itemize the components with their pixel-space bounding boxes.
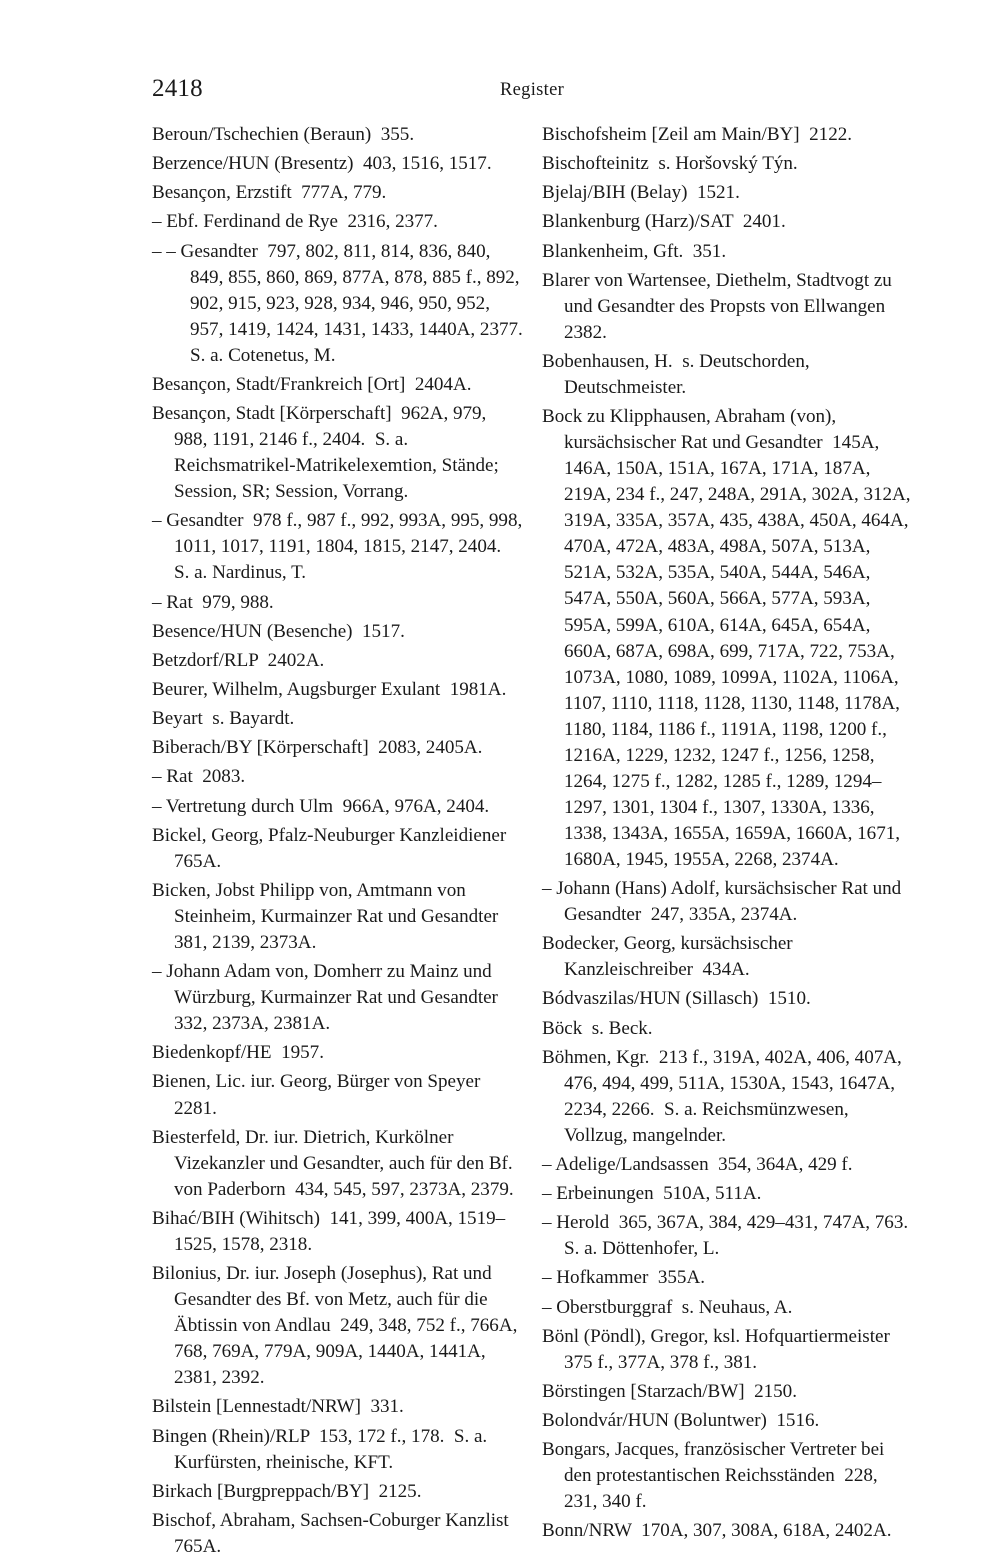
index-entry: – Vertretung durch Ulm 966A, 976A, 2404.: [152, 795, 490, 817]
index-entry: – Erbeinungen 510A, 511A.: [542, 1183, 762, 1205]
index-entry: Besence/HUN (Besenche) 1517.: [152, 620, 405, 642]
index-entry: – Johann Adam von, Domherr zu Mainz und Würzburg, Kurmainzer Rat und Gesandter 332, 2373A, 2381A.: [152, 961, 508, 1035]
index-entry: Bienen, Lic. iur. Georg, Bürger von Speyer 2281.: [152, 1071, 490, 1119]
index-entry: Beyart s. Bayardt.: [152, 708, 295, 730]
index-entry: Bönl (Pöndl), Gregor, ksl. Hofquartiermeister 375 f., 377A, 378 f., 381.: [542, 1325, 900, 1373]
index-entry: – Johann (Hans) Adolf, kursächsischer Rat und Gesandter 247, 335A, 2374A.: [542, 878, 906, 926]
index-column-right: [542, 122, 918, 1545]
index-entry: Bilonius, Dr. iur. Joseph (Josephus), Rat und Gesandter des Bf. von Metz, auch für die Äbtissin von Andlau 249, 348, 752 f., 766A, 768, 769A, 779A, 909A, 1440A, 1441A, 2381, 2392.: [152, 1263, 523, 1389]
index-entry: Bodecker, Georg, kursächsischer Kanzleischreiber 434A.: [542, 933, 798, 981]
page-number: 2418: [152, 75, 203, 102]
index-entry: Birkach [Burgpreppach/BY] 2125.: [152, 1480, 422, 1502]
index-entry: Börstingen [Starzach/BW] 2150.: [542, 1380, 797, 1402]
index-entry: Bongars, Jacques, französischer Vertreter bei den protestantischen Reichsständen 228, 231, 340 f.: [542, 1439, 890, 1513]
index-entry: – Oberstburggraf s. Neuhaus, A.: [542, 1296, 793, 1318]
index-entry: – Ebf. Ferdinand de Rye 2316, 2377.: [152, 211, 438, 233]
index-entry: Bolondvár/HUN (Boluntwer) 1516.: [542, 1410, 820, 1432]
index-entry: Biberach/BY [Körperschaft] 2083, 2405A.: [152, 737, 483, 759]
index-columns: [152, 122, 922, 1557]
index-entry: Biedenkopf/HE 1957.: [152, 1042, 324, 1064]
index-entry: Bischof, Abraham, Sachsen-Coburger Kanzlist 765A.: [152, 1509, 519, 1557]
index-entry: Böhmen, Kgr. 213 f., 319A, 402A, 406, 407A, 476, 494, 499, 511A, 1530A, 1543, 1647A, 2234, 2266. S. a. Reichsmünzwesen, Vollzug, mangelnder.: [542, 1046, 907, 1146]
index-entry: Bihać/BIH (Wihitsch) 141, 399, 400A, 1519–1525, 1578, 2318.: [152, 1207, 506, 1255]
index-entry: – Rat 979, 988.: [152, 591, 274, 613]
index-entry: Betzdorf/RLP 2402A.: [152, 649, 325, 671]
index-entry: Bjelaj/BIH (Belay) 1521.: [542, 182, 740, 204]
index-entry: Besançon, Erzstift 777A, 779.: [152, 182, 387, 204]
index-entry: Blarer von Wartensee, Diethelm, Stadtvogt zu und Gesandter des Propsts von Ellwangen 2382.: [542, 269, 897, 343]
index-entry: – Adelige/Landsassen 354, 364A, 429 f.: [542, 1154, 853, 1175]
index-entry: – – Gesandter 797, 802, 811, 814, 836, 840, 849, 855, 860, 869, 877A, 878, 885 f., 892, 902, 915, 923, 928, 934, 946, 950, 952, 957, 1419, 1424, 1431, 1433, 1440A, 2377. S. a. Cotenetus, M.: [152, 240, 533, 366]
index-entry: Bickel, Georg, Pfalz-Neuburger Kanzleidiener 765A.: [152, 824, 516, 872]
index-entry: Bonn/NRW 170A, 307, 308A, 618A, 2402A.: [542, 1520, 892, 1542]
index-entry: Beroun/Tschechien (Beraun) 355.: [152, 124, 415, 145]
index-entry: Bock zu Klipphausen, Abraham (von), kursächsischer Rat und Gesandter 145A, 146A, 150A, 151A, 167A, 171A, 187A, 219A, 234 f., 247, 248A, 291A, 302A, 312A, 319A, 335A, 357A, 435, 438A, 450A, 464A, 470A, 472A, 483A, 498A, 507A, 513A, 521A, 532A, 535A, 540A, 544A, 546A, 547A, 550A, 560A, 566A, 577A, 593A, 595A, 599A, 610A, 614A, 645A, 654A, 660A, 687A, 698A, 699, 717A, 722, 753A, 1073A, 1080, 1089, 1099A, 1102A, 1106A, 1107, 1110, 1118, 1128, 1130, 1148, 1178A, 1180, 1184, 1186 f., 1191A, 1198, 1200 f., 1216A, 1229, 1232, 1247 f., 1256, 1258, 1264, 1275 f., 1282, 1285 f., 1289, 1294–1297, 1301, 1304 f., 1307, 1330A, 1336, 1338, 1343A, 1655A, 1659A, 1660A, 1671, 1680A, 1945, 1955A, 2268, 2374A.: [542, 406, 916, 870]
index-entry: – Hofkammer 355A.: [542, 1267, 705, 1289]
index-entry: Bicken, Jobst Philipp von, Amtmann von Steinheim, Kurmainzer Rat und Gesandter 381, 2139, 2373A.: [152, 879, 508, 953]
index-entry: Böck s. Beck.: [542, 1017, 653, 1039]
index-entry: Besançon, Stadt [Körperschaft] 962A, 979, 988, 1191, 2146 f., 2404. S. a. Reichsmatrikel-Matrikelexemtion, Stände; Session, SR; Session, Vorrang.: [152, 403, 504, 503]
index-entry: Bobenhausen, H. s. Deutschorden, Deutschmeister.: [542, 350, 815, 398]
index-entry: Bischofteinitz s. Horšovský Týn.: [542, 153, 798, 175]
index-entry: Bischofsheim [Zeil am Main/BY] 2122.: [542, 124, 853, 145]
index-entry: – Gesandter 978 f., 987 f., 992, 993A, 995, 998, 1011, 1017, 1191, 1804, 1815, 2147, 2404. S. a. Nardinus, T.: [152, 510, 528, 584]
index-entry: Berzence/HUN (Bresentz) 403, 1516, 1517.: [152, 153, 492, 175]
index-entry: – Herold 365, 367A, 384, 429–431, 747A, 763. S. a. Döttenhofer, L.: [542, 1212, 918, 1260]
running-head: [152, 74, 852, 104]
index-entry: – Rat 2083.: [152, 766, 246, 788]
index-entry: Biesterfeld, Dr. iur. Dietrich, Kurkölner Vizekanzler und Gesandter, auch für den Bf. von Paderborn 434, 545, 597, 2373A, 2379.: [152, 1126, 518, 1200]
index-entry: Bingen (Rhein)/RLP 153, 172 f., 178. S. a. Kurfürsten, rheinische, KFT.: [152, 1425, 492, 1473]
index-entry: Besançon, Stadt/Frankreich [Ort] 2404A.: [152, 373, 472, 395]
index-entry: Blankenburg (Harz)/SAT 2401.: [542, 211, 786, 233]
index-column-left: [152, 122, 533, 1560]
index-entry: Blankenheim, Gft. 351.: [542, 240, 727, 262]
index-entry: Bilstein [Lennestadt/NRW] 331.: [152, 1396, 404, 1418]
running-head-title: Register: [500, 80, 565, 100]
index-entry: Bódvaszilas/HUN (Sillasch) 1510.: [542, 988, 811, 1010]
index-entry: Beurer, Wilhelm, Augsburger Exulant 1981A.: [152, 678, 507, 700]
